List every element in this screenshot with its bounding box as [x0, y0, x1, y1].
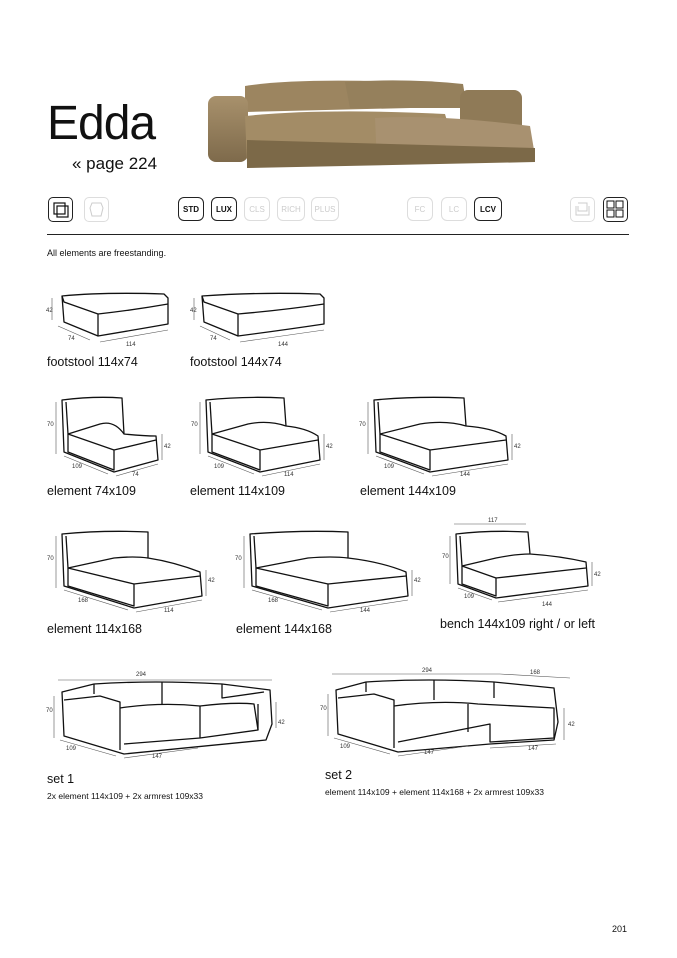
grid-modules-icon	[604, 198, 627, 221]
freestanding-note: All elements are freestanding.	[47, 248, 167, 258]
dim-seat: 42	[514, 444, 521, 450]
dim-top: 294	[422, 668, 433, 674]
dim-width: 74	[132, 472, 139, 478]
dim-width: 144	[360, 608, 371, 614]
dim-depth: 109	[66, 746, 77, 752]
element-144-drawing	[356, 394, 526, 478]
dim-height: 42	[190, 308, 197, 314]
element-144x168-drawing	[232, 528, 427, 618]
bench-drawing	[440, 514, 610, 610]
badge-rich[interactable]: RICH	[277, 197, 305, 221]
set1-description: 2x element 114x109 + 2x armrest 109x33	[47, 791, 204, 801]
set2-description: element 114x109 + element 114x168 + 2x armrest 109x33	[325, 787, 544, 797]
dim-depth: 109	[464, 594, 475, 600]
dim-width: 114	[164, 608, 174, 614]
dim-top: 117	[488, 518, 498, 524]
page-title: Edda	[47, 97, 156, 150]
badge-plus[interactable]: PLUS	[311, 197, 339, 221]
dim-seat: 42	[164, 444, 171, 450]
footstool-114-drawing	[44, 290, 184, 350]
dim-seat: 42	[568, 722, 575, 728]
element-144x168-label: element 144x168	[236, 622, 332, 636]
dim-width: 147	[424, 750, 435, 756]
dim-height: 42	[46, 308, 53, 314]
dim-seat: 42	[594, 572, 601, 578]
dim-width-2: 147	[528, 746, 539, 752]
element-144-label: element 144x109	[360, 484, 456, 498]
element-114x168-drawing	[44, 528, 224, 618]
dim-depth: 109	[72, 464, 83, 470]
dim-seat: 42	[208, 578, 215, 584]
armchair-icon[interactable]	[570, 197, 595, 222]
dim-height: 70	[235, 556, 242, 562]
dim-width: 114	[284, 472, 294, 478]
sofa-photo	[205, 78, 535, 170]
fabric-icon[interactable]	[48, 197, 73, 222]
footstool-114-label: footstool 114x74	[47, 355, 138, 369]
dim-depth: 109	[340, 744, 351, 750]
badge-lcv[interactable]: LCV	[474, 197, 502, 221]
set1-drawing	[44, 666, 294, 766]
element-74-drawing	[44, 394, 174, 478]
footstool-144-label: footstool 144x74	[190, 355, 282, 369]
footstool-144-drawing	[188, 290, 333, 350]
dim-depth: 74	[210, 336, 217, 342]
chair-icon	[571, 198, 594, 221]
dim-width: 147	[152, 754, 163, 760]
dim-width: 144	[278, 342, 289, 348]
modules-icon[interactable]	[603, 197, 628, 222]
fabric-swatch-icon	[49, 198, 72, 221]
dim-depth: 168	[268, 598, 279, 604]
dim-top: 294	[136, 672, 147, 678]
set2-drawing	[318, 662, 578, 762]
element-74-label: element 74x109	[47, 484, 136, 498]
leather-icon[interactable]	[84, 197, 109, 222]
dim-height: 70	[191, 422, 198, 428]
dim-depth: 109	[214, 464, 225, 470]
dim-height: 70	[442, 554, 449, 560]
set1-label: set 1	[47, 772, 75, 786]
element-114x168-label: element 114x168	[47, 622, 142, 636]
divider	[47, 234, 629, 235]
dim-height: 70	[47, 556, 54, 562]
dim-top-2: 168	[530, 670, 541, 676]
dim-seat: 42	[278, 720, 285, 726]
badge-cls[interactable]: CLS	[244, 197, 270, 221]
dim-width: 114	[126, 342, 136, 348]
dim-height: 70	[320, 706, 327, 712]
hide-icon	[85, 198, 108, 221]
dim-depth: 109	[384, 464, 395, 470]
dim-depth: 168	[78, 598, 89, 604]
badge-lc[interactable]: LC	[441, 197, 467, 221]
badge-fc[interactable]: FC	[407, 197, 433, 221]
page-number: 201	[611, 924, 627, 934]
dim-height: 70	[359, 422, 366, 428]
badge-std[interactable]: STD	[178, 197, 204, 221]
dim-width: 144	[542, 602, 553, 608]
dim-seat: 42	[326, 444, 333, 450]
dim-height: 70	[46, 708, 53, 714]
element-114-drawing	[188, 394, 338, 478]
dim-seat: 42	[414, 578, 421, 584]
dim-depth: 74	[68, 336, 75, 342]
bench-label: bench 144x109 right / or left	[440, 617, 595, 631]
dim-height: 70	[47, 422, 54, 428]
dim-width: 144	[460, 472, 471, 478]
badge-lux[interactable]: LUX	[211, 197, 237, 221]
element-114-label: element 114x109	[190, 484, 285, 498]
page-reference[interactable]: « page 224	[72, 154, 158, 173]
set2-label: set 2	[325, 768, 353, 782]
